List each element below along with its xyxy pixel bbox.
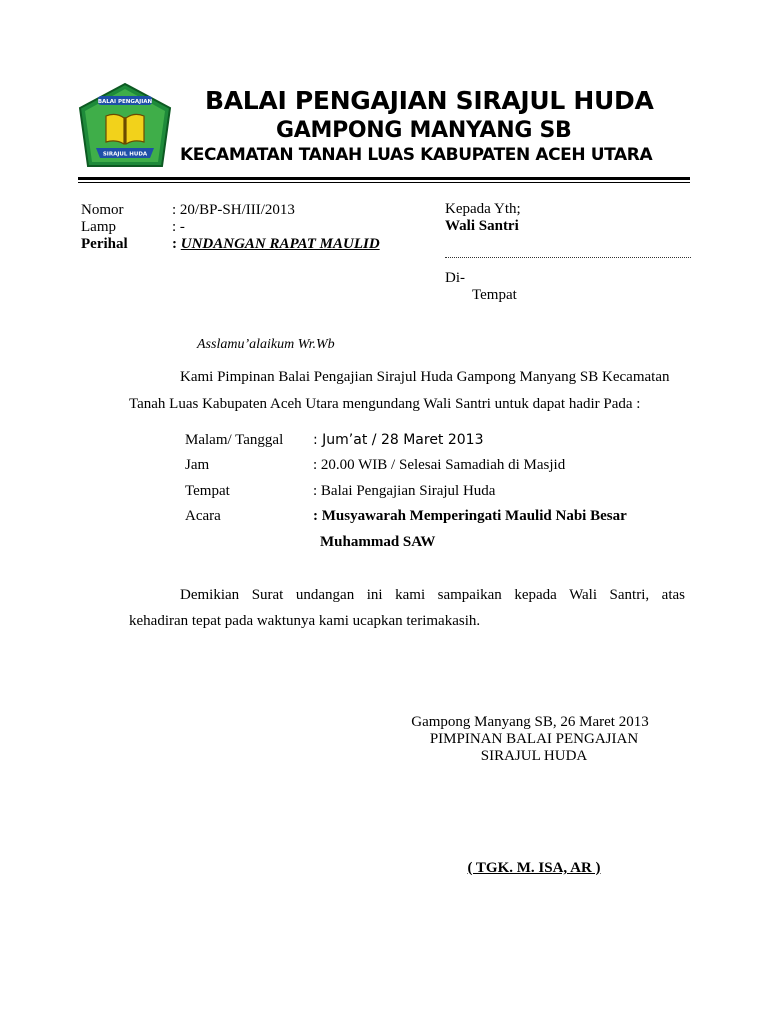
signature-position-2: SIRAJUL HUDA	[480, 748, 588, 764]
recipient-dotted-line	[445, 256, 691, 258]
letterhead-title: BALAI PENGAJIAN SIRAJUL HUDA	[205, 86, 654, 115]
agenda-line-1	[313, 508, 627, 525]
agenda-colon: :	[313, 508, 322, 524]
logo-bottom-text: SIRAJUL HUDA	[102, 151, 148, 158]
greeting: Asslamu’alaikum Wr.Wb	[197, 337, 335, 352]
recipient-name: Wali Santri	[445, 218, 519, 234]
lamp-value: : -	[172, 219, 185, 235]
time-label: Jam	[185, 457, 210, 473]
intro-line-2: Tanah Luas Kabupaten Aceh Utara mengundang Wali Santri untuk dapat hadir Pada :	[129, 396, 641, 412]
intro-line-1: Kami Pimpinan Balai Pengajian Sirajul Huda Gampong Manyang SB Kecamatan	[180, 369, 670, 385]
perihal-line	[172, 236, 380, 253]
organization-logo	[78, 82, 172, 172]
time-value: : 20.00 WIB / Selesai Samadiah di Masjid	[313, 457, 566, 473]
letterhead-district: KECAMATAN TANAH LUAS KABUPATEN ACEH UTARA	[180, 145, 653, 165]
book-emblem-icon	[106, 114, 144, 144]
signature-place-date: Gampong Manyang SB, 26 Maret 2013	[411, 714, 649, 730]
lamp-label: Lamp	[81, 219, 116, 235]
recipient-di: Di-	[445, 270, 465, 286]
place-value: : Balai Pengajian Sirajul Huda	[313, 483, 496, 499]
perihal-colon: :	[172, 236, 181, 252]
place-label: Tempat	[185, 483, 230, 499]
logo-top-text: BALAI PENGAJIAN	[97, 99, 153, 105]
date-value: : Jum’at / 28 Maret 2013	[313, 432, 484, 448]
header-divider-thin	[78, 182, 690, 183]
agenda-label: Acara	[185, 508, 221, 524]
perihal-value: UNDANGAN RAPAT MAULID	[180, 236, 380, 252]
nomor-value: : 20/BP-SH/III/2013	[172, 202, 295, 218]
agenda-value-1: Musyawarah Memperingati Maulid Nabi Besar	[321, 508, 627, 524]
recipient-to-label: Kepada Yth;	[445, 201, 521, 217]
recipient-tempat: Tempat	[472, 287, 517, 303]
nomor-label: Nomor	[81, 202, 124, 218]
date-label: Malam/ Tanggal	[185, 432, 284, 448]
perihal-label: Perihal	[81, 236, 128, 252]
closing-line-1: Demikian Surat undangan ini kami sampaikan kepada Wali Santri, atas	[180, 587, 685, 603]
signature-name: ( TGK. M. ISA, AR )	[467, 860, 601, 876]
header-divider-thick	[78, 177, 690, 180]
agenda-value-2: Muhammad SAW	[320, 534, 436, 550]
letterhead-subtitle: GAMPONG MANYANG SB	[276, 118, 572, 143]
closing-line-2: kehadiran tepat pada waktunya kami ucapkan terimakasih.	[129, 613, 481, 629]
signature-position-1: PIMPINAN BALAI PENGAJIAN	[429, 731, 639, 747]
